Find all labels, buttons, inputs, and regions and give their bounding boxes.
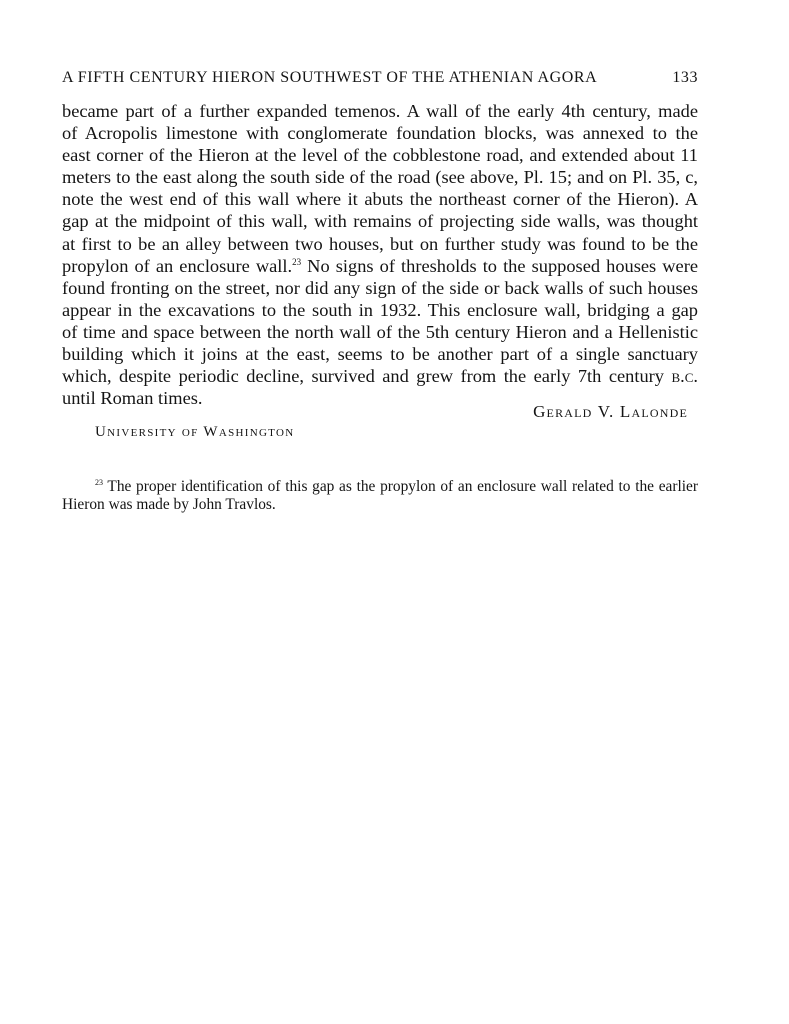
era-abbreviation: b.c. bbox=[671, 366, 698, 387]
body-line: appear in the excavations to the south in 1932. This enclosure wall, bridging a gap bbox=[62, 299, 698, 320]
page-number: 133 bbox=[672, 69, 698, 86]
body-line: east corner of the Hieron at the level of the cobblestone road, and extended about 11 bbox=[62, 145, 698, 166]
author-signature: Gerald V. Lalonde bbox=[533, 402, 688, 421]
footnote-line: Hieron was made by John Travlos. bbox=[62, 496, 276, 513]
footnote-line bbox=[62, 478, 698, 496]
body-line: meters to the east along the south side of the road (see above, Pl. 15; and on Pl. 35, c, bbox=[62, 167, 698, 188]
running-title: A FIFTH CENTURY HIERON SOUTHWEST OF THE ATHENIAN AGORA bbox=[62, 69, 598, 86]
body-text-segment: which, despite periodic decline, survived and grew from the early 7th century bbox=[62, 366, 664, 387]
footnote-text: The proper identification of this gap as the propylon of an enclosure wall related to the earlier bbox=[103, 478, 698, 495]
running-header bbox=[62, 66, 698, 90]
body-line: of time and space between the north wall of the 5th century Hieron and a Hellenistic bbox=[62, 321, 698, 342]
body-line bbox=[62, 365, 698, 387]
body-paragraph bbox=[62, 100, 698, 409]
body-line: found fronting on the street, nor did any sign of the side or back walls of such houses bbox=[62, 277, 698, 298]
body-line: note the west end of this wall where it abuts the northeast corner of the Hieron). A bbox=[62, 189, 698, 210]
body-text-segment: No signs of thresholds to the supposed houses were bbox=[301, 255, 699, 276]
body-line-final: until Roman times. bbox=[62, 388, 203, 409]
body-line: at first to be an alley between two houses, but on further study was found to be the bbox=[62, 233, 698, 254]
body-text-segment: propylon of an enclosure wall. bbox=[62, 255, 293, 276]
body-line: of Acropolis limestone with conglomerate foundation blocks, was annexed to the bbox=[62, 123, 698, 144]
body-line: gap at the midpoint of this wall, with remains of projecting side walls, was thought bbox=[62, 211, 698, 232]
footnote-number: 23 bbox=[95, 478, 103, 487]
body-line: building which it joins at the east, seems to be another part of a single sanctuary bbox=[62, 344, 698, 365]
author-affiliation: University of Washington bbox=[95, 424, 295, 440]
body-line-with-footnote-ref bbox=[62, 255, 698, 277]
footnote-reference[interactable]: 23 bbox=[292, 256, 302, 267]
body-line: became part of a further expanded temenos. A wall of the early 4th century, made bbox=[62, 101, 698, 121]
footnote bbox=[62, 478, 698, 514]
